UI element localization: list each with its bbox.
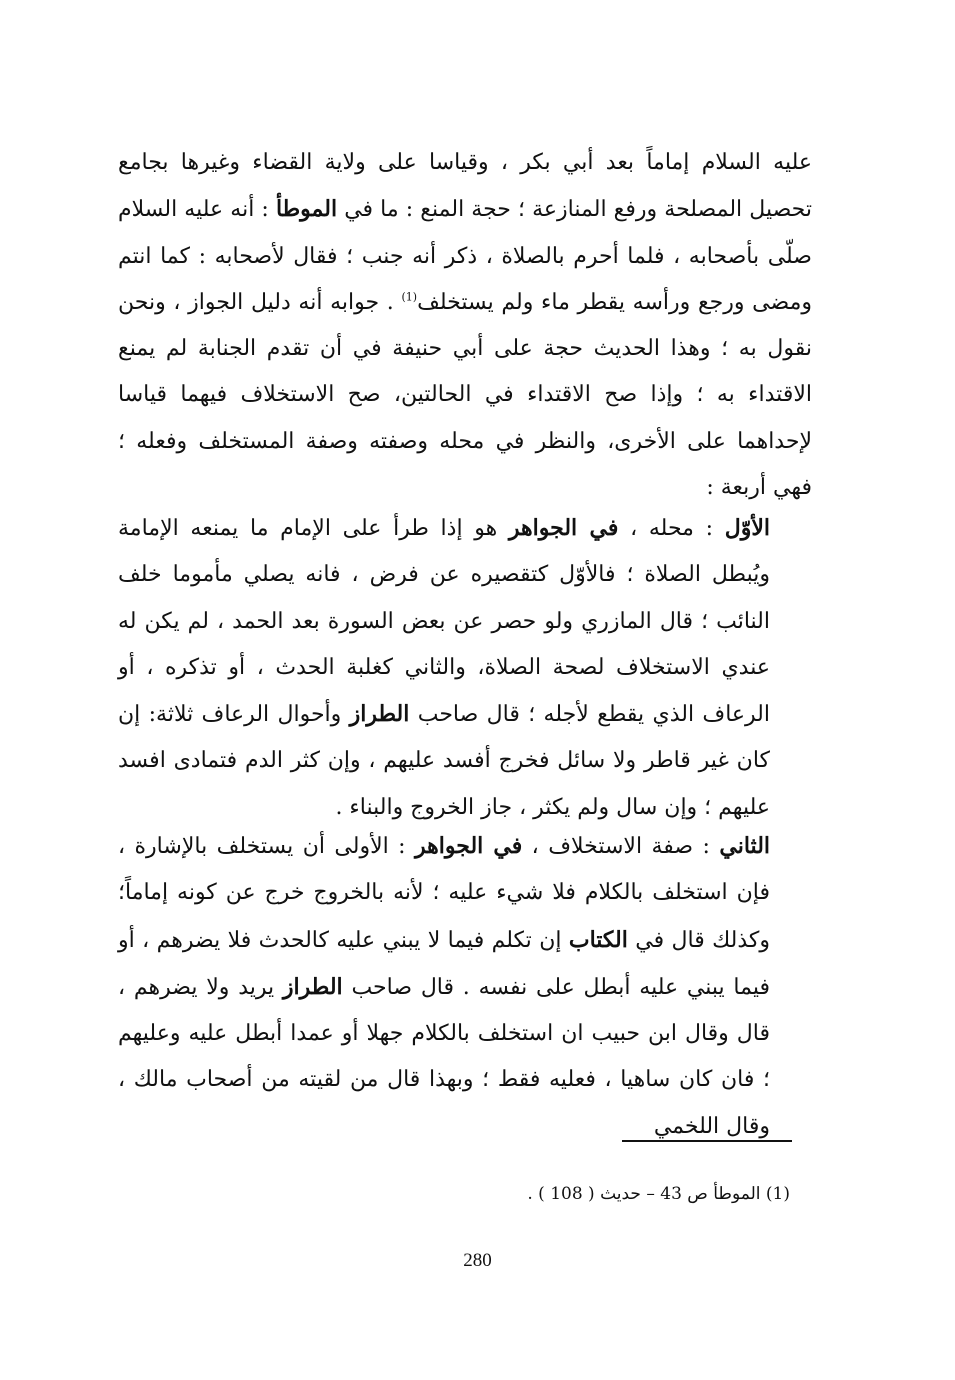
page-number: 280 xyxy=(463,1250,492,1271)
source-kitab: الكتاب xyxy=(568,926,628,953)
paragraph-3-text-b: : الأولى أن يستخلف بالإشارة ، فإن استخلف بالكلام فلا شيء عليه ؛ لأنه بالخروج خرج عن كونه إماماً؛ وكذلك قال في xyxy=(118,834,771,953)
footnote-marker: (1) xyxy=(765,1184,790,1204)
source-jawahir: في الجواهر xyxy=(415,833,523,859)
paragraph-3 xyxy=(118,823,812,1150)
paragraph-1 xyxy=(118,140,812,511)
paragraph-3-text-c: إن تكلم فيما لا يبني عليه كالحدث فلا يضرهم ، أو فيما يبني عليه أبطل على نفسه . قال صاحب xyxy=(118,927,771,1000)
section-heading-second: الثاني xyxy=(719,833,771,859)
paragraph-2 xyxy=(118,505,812,831)
paragraph-1-text-a: عليه السلام إماماً بعد أبي بكر ، وقياسا على ولاية القضاء وغيرها بجامع تحصيل المصلحة ورفع المنازعة ؛ حجة المنع : ما في xyxy=(118,150,812,223)
paragraph-1-text-c: . جوابه أنه دليل الجواز ، ونحن نقول به ؛ وهذا الحديث حجة على أبي حنيفة في أن تقدم الجنابة لم يمنع الاقتداء به ؛ وإذا صح الاقتداء في الحالتين، صح الاستخلاف فيهما قياسا لإحداهما على الأخرى، والنظر في محله وصفته وصفة المستخلف وفعله ؛ فهي أربعة : xyxy=(118,289,812,501)
section-heading-first: الأوّل xyxy=(724,515,771,541)
paragraph-2-text-b: هو إذا طرأ على الإمام ما يمنعه الإمامة ويُبطل الصلاة ؛ فالأوّل كتقصيره عن فرض ، فانه يصلي مأموما خلف النائب ؛ قال المازري ولو حصر عن بعض السورة بعد الحمد ، لم يكن له عندي الاستخلاف لصحة الصلاة، والثاني كغلبة الحدث ، أو تذكره ، أو الرعاف الذي يقطع لأجله ؛ قال صاحب xyxy=(118,516,770,728)
source-jawahir: في الجواهر xyxy=(508,515,619,541)
paragraph-3-text-a: : صفة الاستخلاف ، xyxy=(522,834,720,859)
source-tiraz: الطراز xyxy=(282,973,343,1000)
footnote xyxy=(300,1180,790,1208)
paragraph-3-text-d: يريد ولا يضرهم ، قال وقال ابن حبيب ان استخلف بالكلام جهلا أو عمدا أبطل عليه وعليهم ؛ فان كان ساهيا ، فعليه فقط ؛ وبهذا قال من لقيته من أصحاب مالك ، وقال اللخمي xyxy=(118,974,770,1139)
footnote-text: الموطأ ص 43 – حديث ( 108 ) . xyxy=(527,1184,761,1204)
footnote-reference[interactable]: (1) xyxy=(401,290,418,304)
source-muwatta: الموطأ xyxy=(275,196,338,223)
paragraph-2-text-c: وأحوال الرعاف ثلاثة: إن كان غير قاطر ولا سائل فخرج أفسد عليهم ، وإن كثر الدم فتمادى افسد عليهم ؛ وإن سال ولم يكثر ، جاز الخروج والبناء . xyxy=(118,702,770,820)
paragraph-1-text-b: : أنه عليه السلام صلّى بأصحابه ، فلما أحرم بالصلاة ، ذكر أنه جنب ؛ فقال لأصحابه : كما انتم ومضى ورجع ورأسه يقطر ماء ولم يستخلف xyxy=(118,197,813,315)
paragraph-2-text-a: : محله ، xyxy=(618,516,725,541)
footnote-separator xyxy=(622,1140,792,1142)
source-tiraz: الطراز xyxy=(349,701,410,728)
